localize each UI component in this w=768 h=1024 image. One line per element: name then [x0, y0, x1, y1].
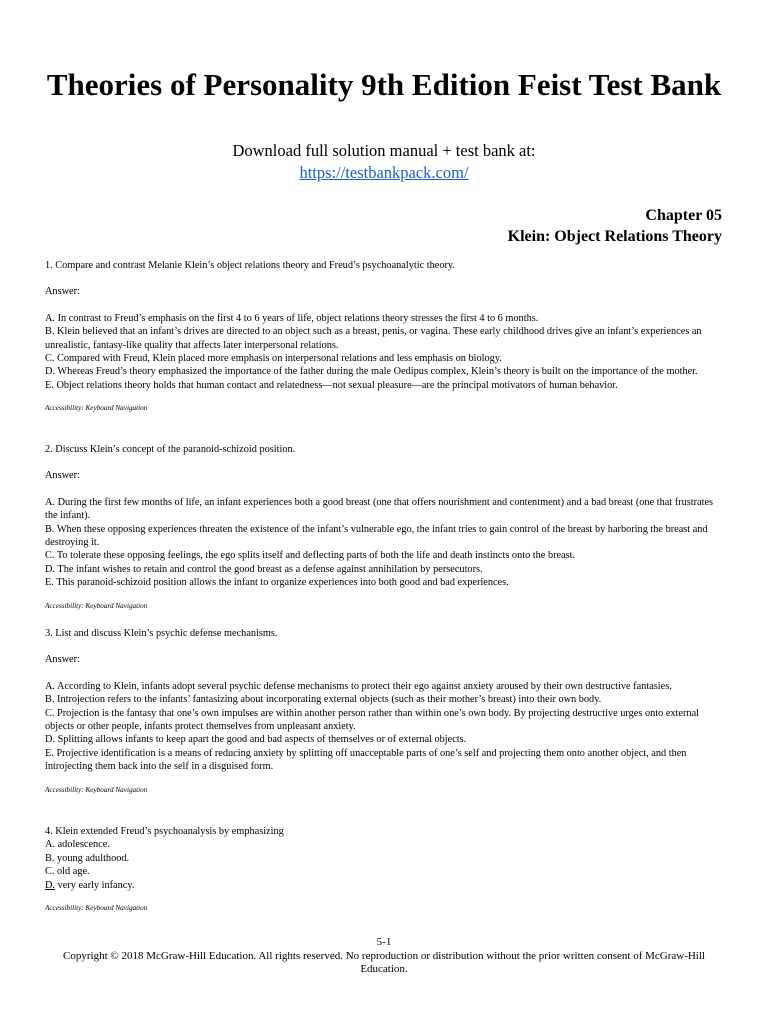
option-text: young adulthood. [54, 852, 130, 864]
question-1 [45, 259, 723, 413]
answer-line: E. This paranoid-schizoid position allows the infant to organize experiences into both good and bad experiences. [45, 577, 509, 589]
answer-line: B. Introjection refers to the infants’ fantasizing about incorporating external objects (such as their mother’s breast) into their own body. [45, 694, 602, 706]
download-link-row [40, 163, 728, 183]
option-b [45, 852, 723, 865]
page-number: 5-1 [376, 936, 392, 948]
answer-line: B. Klein believed that an infant’s drives are directed to an object such as a breast, penis, or vagina. These early childhood drives give an infant’s experiences an unrealistic, fantasy-like quality that affects later interpersonal relations. [45, 326, 702, 351]
answer-line: A. In contrast to Freud’s emphasis on the first 4 to 6 years of life, object relations theory stresses the first 4 to 6 months. [45, 312, 539, 324]
answer-line: E. Object relations theory holds that human contact and relatedness—not sexual pleasure—are the principal motivators of human behavior. [45, 379, 618, 391]
answer-line: D. Whereas Freud’s theory emphasized the importance of the father during the male Oedipus complex, Klein’s theory is built on the importance of the mother. [45, 366, 698, 378]
answer-list [45, 312, 723, 392]
accessibility-note: Accessibility: Keyboard Navigation [45, 404, 148, 413]
question-prompt: 2. Discuss Klein’s concept of the paranoid-schizoid position. [45, 444, 296, 455]
option-letter: B. [45, 852, 55, 864]
option-a [45, 838, 723, 851]
option-letter-correct: D. [45, 879, 56, 891]
option-d [45, 879, 723, 892]
question-2 [45, 443, 723, 611]
question-4 [45, 825, 723, 913]
accessibility-note: Accessibility: Keyboard Navigation [45, 601, 148, 610]
answer-line: B. When these opposing experiences threaten the existence of the infant’s vulnerable ego, the infant tries to gain control of the breast by harboring the breast and destroying it. [45, 523, 708, 549]
question-prompt: 4. Klein extended Freud’s psychoanalysis by emphasizing [45, 826, 284, 837]
chapter-number: Chapter 05 [645, 207, 722, 224]
answer-line: D. Splitting allows infants to keep apart the good and bad aspects of themselves or of external objects. [45, 734, 467, 746]
answer-list [45, 496, 723, 590]
accessibility-note: Accessibility: Keyboard Navigation [45, 904, 148, 913]
option-list [45, 838, 723, 892]
option-c [45, 865, 723, 878]
option-text: old age. [54, 866, 90, 878]
answer-line: C. To tolerate these opposing feelings, the ego splits itself and deflecting parts of both the life and death instincts onto the breast. [45, 550, 576, 562]
option-text: adolescence. [55, 839, 110, 851]
answer-line: C. Projection is the fantasy that one’s own impulses are within another person rather than within one’s own body. By projecting destructive urges onto external objects or other people, infants protect themselves from unpleasant anxiety. [45, 707, 699, 733]
question-prompt: 3. List and discuss Klein’s psychic defense mechanisms. [45, 628, 278, 639]
answer-label: Answer: [45, 654, 80, 666]
accessibility-note: Accessibility: Keyboard Navigation [45, 785, 148, 794]
answer-line: C. Compared with Freud, Klein placed more emphasis on interpersonal relations and less emphasis on biology. [45, 353, 502, 365]
answer-line: E. Projective identification is a means of reducing anxiety by splitting off unacceptable parts of one’s self and projecting them onto another object, and then introjecting them back into the self in a disguised form. [45, 747, 687, 773]
option-letter: A. [45, 839, 56, 851]
download-note: Download full solution manual + test bank at: [232, 141, 536, 160]
question-3 [45, 627, 723, 795]
option-letter: C. [45, 866, 55, 878]
chapter-heading [508, 205, 722, 247]
answer-line: A. According to Klein, infants adopt several psychic defense mechanisms to protect their ego against anxiety aroused by their own destructive fantasies. [45, 680, 672, 692]
answer-line: D. The infant wishes to retain and control the good breast as a defense against annihilation by persecutors. [45, 563, 483, 575]
answer-label: Answer: [45, 470, 80, 482]
page-footer [40, 936, 728, 977]
answer-list [45, 680, 723, 774]
document-title: Theories of Personality 9th Edition Feist Test Bank [46, 67, 722, 102]
answer-label: Answer: [45, 286, 80, 298]
copyright-notice: Copyright © 2018 McGraw-Hill Education. All rights reserved. No reproduction or distribution without the prior written consent of McGraw-Hill Education. [63, 949, 705, 976]
chapter-name: Klein: Object Relations Theory [507, 228, 722, 245]
option-text: very early infancy. [55, 879, 135, 891]
question-prompt: 1. Compare and contrast Melanie Klein’s object relations theory and Freud’s psychoanalytic theory. [45, 260, 455, 271]
download-link[interactable]: https://testbankpack.com/ [299, 163, 469, 182]
answer-line: A. During the first few months of life, an infant experiences both a good breast (one that offers nourishment and contentment) and a bad breast (one that frustrates the infant). [45, 496, 714, 522]
